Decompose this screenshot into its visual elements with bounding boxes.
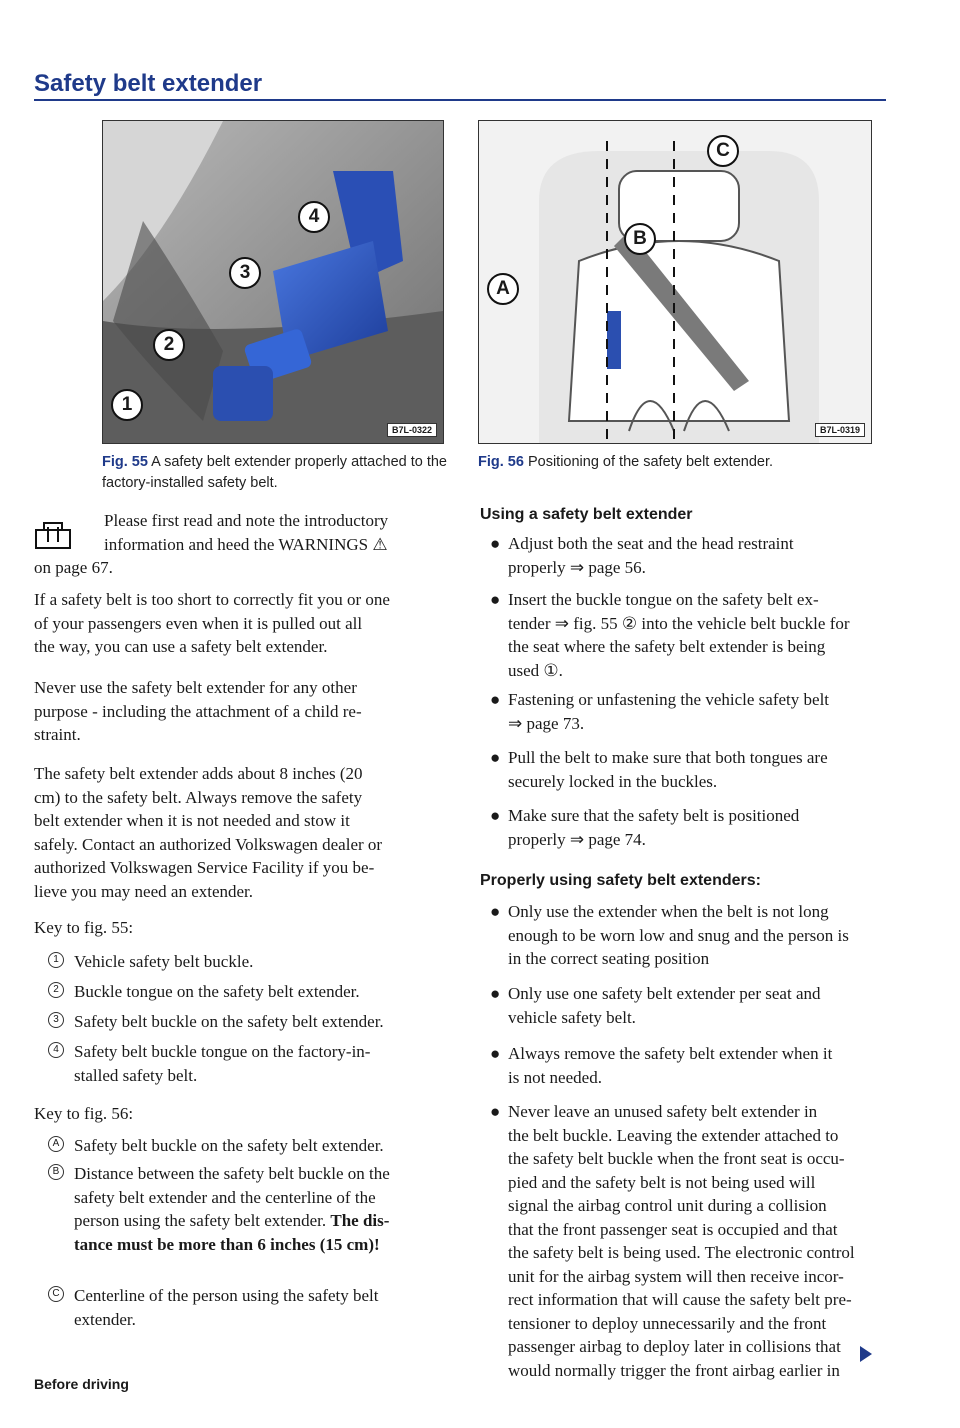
bullet-line: Never leave an unused safety belt extender in xyxy=(508,1102,818,1121)
title-rule xyxy=(34,99,886,101)
key55-item xyxy=(53,950,454,974)
caption-label: Fig. 56 xyxy=(478,454,524,470)
key-text: Vehicle safety belt buckle. xyxy=(74,952,254,971)
bullet-line: the safety belt is being used. The electronic control xyxy=(508,1243,855,1262)
key56-item xyxy=(52,1284,454,1331)
paragraph-1 xyxy=(34,588,454,659)
key-number: 3 xyxy=(48,1012,64,1028)
bullet-line: the safety belt buckle when the front seat is occu- xyxy=(508,1149,845,1168)
figure-code: B7L-0322 xyxy=(387,423,437,437)
text-line: The safety belt extender adds about 8 inches (20 xyxy=(34,764,363,783)
continue-arrow-icon xyxy=(860,1346,872,1362)
bullet-line: tensioner to deploy unnecessarily and the front xyxy=(508,1313,827,1333)
text-line: belt extender when it is not needed and stow it xyxy=(34,811,350,830)
text-line: lieve you may need an extender. xyxy=(34,881,254,901)
text-line: cm) to the safety belt. Always remove the safety xyxy=(34,787,363,807)
bullet-line: would normally trigger the front airbag earlier in xyxy=(508,1360,840,1380)
callout-a: A xyxy=(487,273,519,305)
bullet-line: used ①. xyxy=(508,660,563,680)
bullet-line: properly ⇒ page 74. xyxy=(508,829,646,849)
key-text: Distance between the safety belt buckle on the xyxy=(74,1164,390,1183)
key56-title: Key to fig. 56: xyxy=(34,1104,134,1123)
key-text: Safety belt buckle on the safety belt extender. xyxy=(74,1136,384,1155)
belt-extender-illustration xyxy=(103,121,443,443)
figure-56-image xyxy=(478,120,872,444)
intro-line: on page 67. xyxy=(34,558,113,577)
bullet-line: in the correct seating position xyxy=(508,949,710,968)
bullet-line: properly ⇒ page 56. xyxy=(508,557,646,577)
bullet-item xyxy=(490,532,888,579)
key55-title: Key to fig. 55: xyxy=(34,918,134,937)
key-text: safety belt extender and the centerline of the xyxy=(74,1187,376,1207)
key-emphasis: The dis- xyxy=(330,1211,390,1230)
bullet-item xyxy=(490,588,888,682)
key-number: 4 xyxy=(48,1042,64,1058)
bullet-dot: ● xyxy=(490,748,501,767)
key55-item xyxy=(53,1040,454,1087)
text-line: the way, you can use a safety belt extender. xyxy=(34,637,328,656)
text-line: safely. Contact an authorized Volkswagen dealer or xyxy=(34,834,383,854)
paragraph-3 xyxy=(34,762,454,903)
figure-55-caption xyxy=(102,452,447,494)
footer-chapter: Before driving xyxy=(34,1376,129,1392)
key55-item xyxy=(53,1010,454,1034)
callout-2: 2 xyxy=(153,329,185,361)
key-text: Safety belt buckle on the safety belt extender. xyxy=(74,1012,384,1031)
positioning-illustration xyxy=(479,121,871,443)
callout-1: 1 xyxy=(111,389,143,421)
bullet-line: Pull the belt to make sure that both tongues are xyxy=(508,748,828,767)
text-line: purpose - including the attachment of a child re- xyxy=(34,701,362,721)
bullet-line: Always remove the safety belt extender when it xyxy=(508,1044,833,1063)
callout-3: 3 xyxy=(229,257,261,289)
bullet-line: Only use one safety belt extender per seat and xyxy=(508,984,821,1003)
key-number: 2 xyxy=(48,982,64,998)
bullet-line: Adjust both the seat and the head restraint xyxy=(508,534,794,553)
key-emphasis: tance must be more than 6 inches (15 cm)! xyxy=(74,1234,380,1254)
figure-code: B7L-0319 xyxy=(815,423,865,437)
page-title: Safety belt extender xyxy=(34,70,263,97)
key56-item xyxy=(52,1134,454,1158)
bullet-dot: ● xyxy=(490,806,501,825)
figure-55-image xyxy=(102,120,444,444)
bullet-dot: ● xyxy=(490,902,501,921)
section-heading-properly: Properly using safety belt extenders: xyxy=(480,872,761,889)
key-text: Centerline of the person using the safety belt xyxy=(74,1286,379,1305)
bullet-line: is not needed. xyxy=(508,1067,602,1087)
bullet-line: vehicle safety belt. xyxy=(508,1007,636,1027)
bullet-line: Make sure that the safety belt is positioned xyxy=(508,806,800,825)
key-text: Buckle tongue on the safety belt extender. xyxy=(74,982,360,1001)
bullet-line: the seat where the safety belt extender is being xyxy=(508,637,826,656)
paragraph-2 xyxy=(34,676,454,747)
bullet-item xyxy=(490,1042,888,1089)
intro-note xyxy=(34,509,444,580)
bullet-item xyxy=(490,688,888,735)
bullet-item xyxy=(490,982,888,1029)
bullet-dot: ● xyxy=(490,534,501,553)
bullet-line: tender ⇒ fig. 55 ② into the vehicle belt buckle for xyxy=(508,613,850,633)
text-line: straint. xyxy=(34,725,81,744)
bullet-line: Fastening or unfastening the vehicle safety belt xyxy=(508,690,830,709)
text-line: If a safety belt is too short to correctly fit you or one xyxy=(34,590,390,609)
caption-text: Positioning of the safety belt extender. xyxy=(527,454,774,470)
bullet-line: Only use the extender when the belt is not long xyxy=(508,902,829,921)
bullet-dot: ● xyxy=(490,590,501,609)
warning-icon: ⚠ xyxy=(372,534,388,554)
bullet-line: signal the airbag control unit during a collision xyxy=(508,1196,827,1215)
callout-4: 4 xyxy=(298,201,330,233)
key-text: stalled safety belt. xyxy=(74,1065,198,1085)
bullet-line: that the front passenger seat is occupied and that xyxy=(508,1219,838,1239)
key-letter: A xyxy=(48,1136,64,1152)
key-text: extender. xyxy=(74,1309,136,1329)
intro-line: Please first read and note the introductory xyxy=(104,511,389,530)
callout-b: B xyxy=(624,223,656,255)
text-line: authorized Volkswagen Service Facility if you be- xyxy=(34,858,375,877)
bullet-item xyxy=(490,900,888,971)
bullet-line: the belt buckle. Leaving the extender attached to xyxy=(508,1125,839,1145)
caption-text: A safety belt extender properly attached to the factory-installed safety belt. xyxy=(102,454,447,491)
key-letter: B xyxy=(48,1164,64,1180)
bullet-line: enough to be worn low and snug and the person is xyxy=(508,925,849,945)
key-number: 1 xyxy=(48,952,64,968)
caption-label: Fig. 55 xyxy=(102,454,148,470)
bullet-dot: ● xyxy=(490,1102,501,1121)
bullet-line: pied and the safety belt is not being used will xyxy=(508,1172,816,1192)
bullet-dot: ● xyxy=(490,984,501,1003)
bullet-item xyxy=(490,746,888,793)
intro-line: information and heed the WARNINGS xyxy=(104,534,369,554)
bullet-item xyxy=(490,1100,888,1382)
figure-56-caption xyxy=(478,452,870,473)
callout-c: C xyxy=(707,135,739,167)
bullet-line: securely locked in the buckles. xyxy=(508,771,718,791)
key-text: person using the safety belt extender. xyxy=(74,1211,327,1230)
text-line: of your passengers even when it is pulled out all xyxy=(34,613,363,633)
text-line: Never use the safety belt extender for any other xyxy=(34,678,357,697)
key-letter: C xyxy=(48,1286,64,1302)
bullet-line: passenger airbag to deploy later in collisions that xyxy=(508,1337,841,1356)
bullet-line: rect information that will cause the safety belt pre- xyxy=(508,1290,852,1309)
key55-item xyxy=(53,980,454,1004)
key56-item xyxy=(52,1162,454,1256)
bullet-dot: ● xyxy=(490,1044,501,1063)
bullet-line: ⇒ page 73. xyxy=(508,713,585,733)
section-heading-using: Using a safety belt extender xyxy=(480,506,693,523)
bullet-line: Insert the buckle tongue on the safety belt ex- xyxy=(508,590,819,609)
bullet-item xyxy=(490,804,888,851)
bullet-dot: ● xyxy=(490,690,501,709)
key-text: Safety belt buckle tongue on the factory-in- xyxy=(74,1042,371,1061)
bullet-line: unit for the airbag system will then receive incor- xyxy=(508,1266,844,1286)
